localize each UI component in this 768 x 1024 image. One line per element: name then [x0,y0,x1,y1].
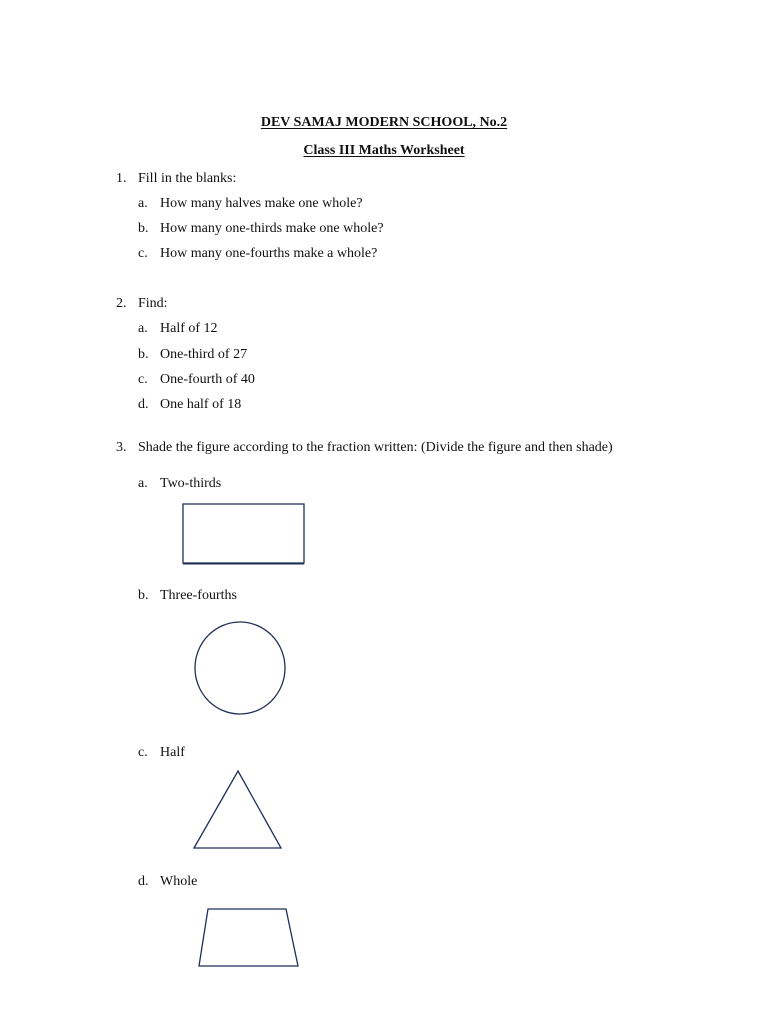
item-text: One-fourth of 40 [160,372,255,387]
item-text: Three-fourths [160,588,237,603]
question-number: 3. [116,440,127,455]
item-letter: b. [138,221,149,236]
item-letter: d. [138,397,149,412]
question-text: Fill in the blanks: [138,171,237,186]
item-letter: a. [138,476,148,491]
item-text: How many one-fourths make a whole? [160,246,378,261]
item-letter: c. [138,745,148,760]
item-letter: b. [138,347,149,362]
question-number: 2. [116,296,127,311]
item-letter: a. [138,321,148,336]
item-letter: d. [138,874,149,889]
question-text: Find: [138,296,168,311]
item-letter: c. [138,372,148,387]
rectangle-figure [182,503,306,565]
item-text: Whole [160,874,198,889]
school-name: DEV SAMAJ MODERN SCHOOL, No.2 [260,115,508,130]
item-text: Half [160,745,185,760]
item-text: One half of 18 [160,397,242,412]
item-text: How many one-thirds make one whole? [160,221,384,236]
item-text: Half of 12 [160,321,218,336]
circle-figure [194,621,288,717]
item-letter: c. [138,246,148,261]
item-text: One-third of 27 [160,347,248,362]
trapezium-figure [198,907,300,968]
item-text: Two-thirds [160,476,222,491]
item-text: How many halves make one whole? [160,196,363,211]
item-letter: b. [138,588,149,603]
question-number: 1. [116,171,127,186]
triangle-figure [193,770,283,850]
worksheet-title: Class III Maths Worksheet [303,143,465,158]
item-letter: a. [138,196,148,211]
question-text: Shade the figure according to the fraction written: (Divide the figure and then shade) [138,440,613,455]
